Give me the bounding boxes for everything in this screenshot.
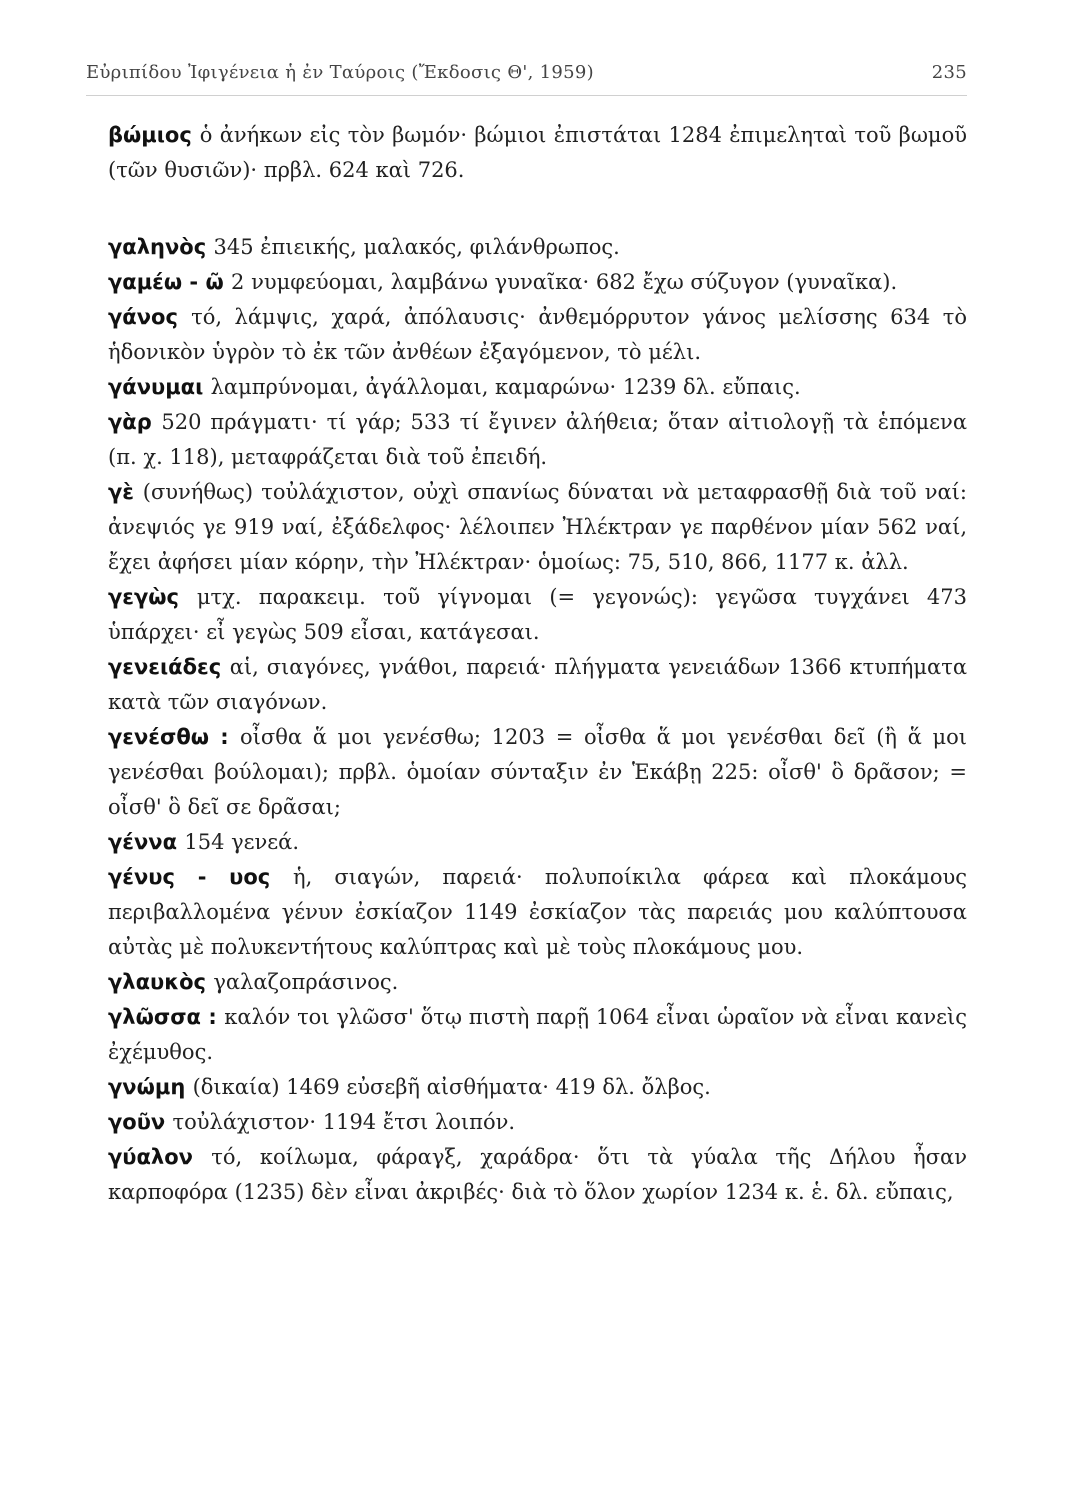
entry-gar <box>108 405 967 475</box>
header-title: Εὐριπίδου Ἰφιγένεια ἡ ἐν Ταύροις (Ἔκδοσις Θ', 1959) <box>86 62 595 83</box>
headword: γάνος <box>108 305 178 329</box>
entry-gegos <box>108 580 967 650</box>
headword: γύαλον <box>108 1145 193 1169</box>
entry-glaukos <box>108 965 967 1000</box>
entry-definition: γαλαζοπράσινος. <box>213 970 399 994</box>
entry-definition: 154 γενεά. <box>184 830 300 854</box>
glossary-entries <box>108 118 967 1210</box>
entry-glossa <box>108 1000 967 1070</box>
entry-genys <box>108 860 967 965</box>
entry-definition: 520 πράγματι· τί γάρ; 533 τί ἔγινεν ἀλήθεια; ὅταν αἰτιολογῇ τὰ ἑπόμενα (π. χ. 118), μεταφράζεται διὰ τοῦ ἐπειδή. <box>108 410 967 469</box>
headword: γὲ <box>108 480 134 504</box>
entry-gnomi <box>108 1070 967 1105</box>
entry-geneiades <box>108 650 967 720</box>
entry-definition: καλόν τοι γλῶσσ' ὅτῳ πιστὴ παρῇ 1064 εἶναι ὡραῖον νὰ εἶναι κανεὶς ἐχέμυθος. <box>108 1005 967 1064</box>
entry-gyalon <box>108 1140 967 1210</box>
headword: γαμέω - ῶ <box>108 270 224 294</box>
entry-gameo <box>108 265 967 300</box>
headword: γεγὼς <box>108 585 179 609</box>
headword: γλῶσσα : <box>108 1005 217 1029</box>
entry-genestho <box>108 720 967 825</box>
entry-definition: ὁ ἀνήκων εἰς τὸν βωμόν· βώμιοι ἐπιστάται 1284 ἐπιμεληταὶ τοῦ βωμοῦ (τῶν θυσιῶν)· πρβλ. 624 καὶ 726. <box>108 123 967 182</box>
entry-definition: (συνήθως) τοὐλάχιστον, οὐχὶ σπανίως δύναται νὰ μεταφρασθῇ διὰ τοῦ ναί: ἀνεψιός γε 919 ναί, ἐξάδελφος· λέλοιπεν Ἠλέκτραν γε παρθένον μίαν 562 ναί, ἔχει ἀφήσει μίαν κόρην, τὴν Ἠλέκτραν· ὁμοίως: 75, 510, 866, 1177 κ. ἀλλ. <box>108 480 967 574</box>
running-header <box>86 62 967 96</box>
entry-definition: οἶσθα ἅ μοι γενέσθω; 1203 = οἶσθα ἅ μοι γενέσθαι δεῖ (ἢ ἅ μοι γενέσθαι βούλομαι); πρβλ. ὁμοίαν σύνταξιν ἐν Ἑκάβῃ 225: οἶσθ' ὃ δρᾶσον; = οἶσθ' ὃ δεῖ σε δρᾶσαι; <box>108 725 968 819</box>
entry-definition: (δικαία) 1469 εὐσεβῆ αἰσθήματα· 419 δλ. ὄλβος. <box>192 1075 711 1099</box>
headword: γοῦν <box>108 1110 166 1134</box>
page-number: 235 <box>931 62 967 83</box>
headword: γὰρ <box>108 410 152 434</box>
entry-definition: μτχ. παρακειμ. τοῦ γίγνομαι (= γεγονώς): γεγῶσα τυγχάνει 473 ὑπάρχει· εἶ γεγὼς 509 εἶσαι, κατάγεσαι. <box>108 585 968 644</box>
entry-definition: αἱ, σιαγόνες, γνάθοι, παρειά· πλήγματα γενειάδων 1366 κτυπήματα κατὰ τῶν σιαγόνων. <box>108 655 967 714</box>
entry-definition: ἡ, σιαγών, παρειά· πολυποίκιλα φάρεα καὶ πλοκάμους περιβαλλομένα γένυν ἐσκίαζον 1149 ἐσκίαζον τὰς παρειάς μου καλύπτουσα αὐτὰς μὲ πολυκεντήτους καλύπτρας καὶ μὲ τοὺς πλοκάμους μου. <box>108 865 968 959</box>
entry-galinos <box>108 230 967 265</box>
headword: βώμιος <box>108 123 192 147</box>
entry-definition: τό, λάμψις, χαρά, ἀπόλαυσις· ἀνθεμόρρυτον γάνος μελίσσης 634 τὸ ἡδονικὸν ὑγρὸν τὸ ἐκ τῶν ἀνθέων ἐξαγόμενον, τὸ μέλι. <box>108 305 968 364</box>
entry-definition: 2 νυμφεύομαι, λαμβάνω γυναῖκα· 682 ἔχω σύζυγον (γυναῖκα). <box>231 270 898 294</box>
headword: γνώμη <box>108 1075 186 1099</box>
entry-definition: λαμπρύνομαι, ἀγάλλομαι, καμαρώνω· 1239 δλ. εὔπαις. <box>210 375 801 399</box>
entry-bomios <box>108 118 967 188</box>
entry-definition: τοὐλάχιστον· 1194 ἔτσι λοιπόν. <box>172 1110 516 1134</box>
entry-goun <box>108 1105 967 1140</box>
entry-ganymai <box>108 370 967 405</box>
headword: γάνυμαι <box>108 375 204 399</box>
headword: γενειάδες <box>108 655 222 679</box>
headword: γλαυκὸς <box>108 970 206 994</box>
headword: γενέσθω : <box>108 725 229 749</box>
entry-genna <box>108 825 967 860</box>
entry-ganos <box>108 300 967 370</box>
headword: γένυς - υος <box>108 865 271 889</box>
entry-ge <box>108 475 967 580</box>
headword: γαληνὸς <box>108 235 207 259</box>
headword: γέννα <box>108 830 178 854</box>
entry-definition: 345 ἐπιεικής, μαλακός, φιλάνθρωπος. <box>213 235 620 259</box>
entry-definition: τό, κοίλωμα, φάραγξ, χαράδρα· ὅτι τὰ γύαλα τῆς Δήλου ἦσαν καρποφόρα (1235) δὲν εἶναι ἀκριβές· διὰ τὸ ὅλον χωρίον 1234 κ. ἑ. δλ. εὔπαις, <box>108 1145 968 1204</box>
